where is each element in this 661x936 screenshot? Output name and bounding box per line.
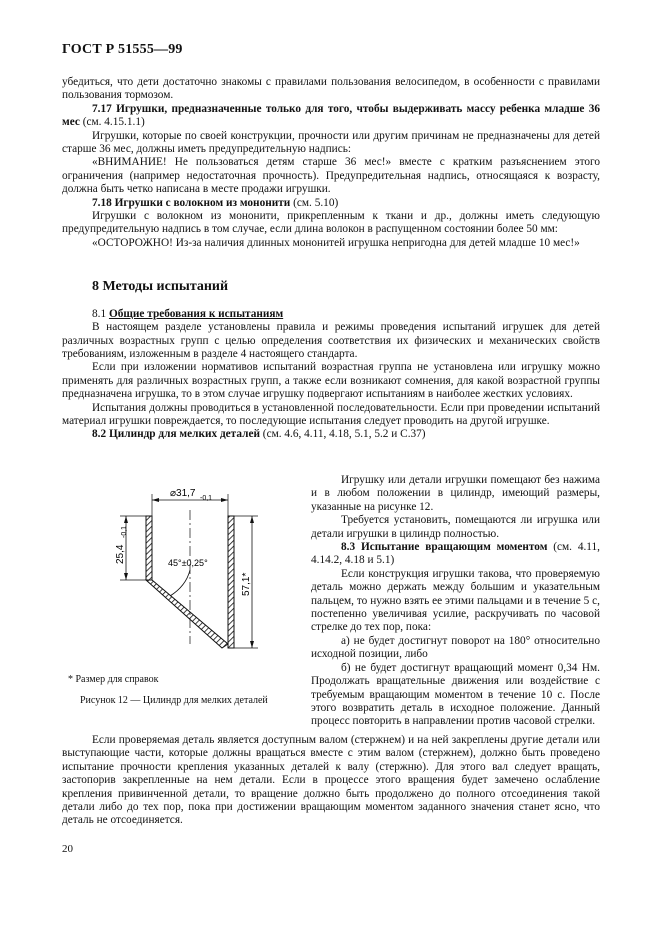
cylinder-slanted-wall [146, 580, 228, 648]
warning-paragraph: «ОСТОРОЖНО! Из-за наличия длинных мононитей игрушка непригодна для детей младше 10 мес!» [92, 236, 580, 249]
angle-arc [170, 570, 190, 596]
paragraph: Требуется установить, помещаются ли игрушка или детали игрушки в цилиндр полностью. [311, 514, 600, 540]
arrow-head [250, 641, 254, 648]
cylinder-left-wall [146, 516, 152, 580]
arrow-head [152, 498, 159, 502]
arrow-head [124, 573, 128, 580]
figure-note: * Размер для справок [68, 674, 159, 685]
section-7-18-heading: 7.18 Игрушки с волокном из мононити [92, 196, 291, 209]
section-8-1-number: 8.1 [92, 307, 107, 320]
dimension-left-tolerance: -0,1 [121, 525, 128, 538]
figure-caption: Рисунок 12 — Цилиндр для мелких деталей [80, 695, 268, 706]
section-8-title: 8 Методы испытаний [92, 279, 229, 295]
list-item-a: а) не будет достигнут поворот на 180° относительно исходной позиции, либо [311, 634, 600, 661]
arrow-head [250, 516, 254, 523]
paragraph: В настоящем разделе установлены правила и режимы проведения испытаний игрушек для детей различных возрастных групп с целью определения соответствия их физических и механических свойств требованиям, изложенным в разделе 4 настоящего стандарта. [62, 321, 600, 360]
paragraph: убедиться, что дети достаточно знакомы с правилами пользования велосипедом, в особенности с правилами пользования тормозом. [62, 76, 600, 102]
dimension-diameter-tolerance: -0,1 [200, 495, 213, 502]
paragraph: Игрушку или детали игрушки помещают без нажима и в любом положении в цилиндр, имеющий размеры, указанные на рисунке 12. [311, 474, 600, 513]
section-8-2-ref: (см. 4.6, 4.11, 4.18, 5.1, 5.2 и С.37) [259, 428, 426, 441]
paragraph: Игрушки, которые по своей конструкции, прочности или другим причинам не предназначены для детей старше 36 мес, должны иметь предупредительную надпись: [62, 129, 600, 156]
dimension-diameter-label: ⌀31,7 [170, 488, 196, 499]
main-text-bottom [62, 734, 600, 828]
dimension-left-label: 25,4 [115, 544, 126, 564]
section-8-1 [62, 308, 600, 321]
paragraph: Игрушки с волокном из мононити, прикрепленным к ткани и др., должны иметь следующую предупредительную надпись в том случае, если длина волокон в распущенном состоянии более 50 мм: [62, 210, 600, 236]
right-column-text [311, 474, 600, 729]
section-7-17-ref: (см. 4.15.1.1) [79, 116, 145, 129]
section-8-3-heading: 8.3 Испытание вращающим моментом [341, 541, 548, 554]
section-8-1-title: Общие требования к испытаниям [108, 307, 284, 320]
section-7-18-ref: (см. 5.10) [290, 196, 339, 209]
section-8-2 [62, 428, 600, 441]
cylinder-right-wall [228, 516, 234, 648]
section-8-3 [311, 541, 600, 568]
section-7-18 [62, 197, 600, 210]
arrow-head [221, 498, 228, 502]
paragraph: Если конструкция игрушки такова, что проверяемую деталь можно держать между большим и указательным пальцем, то нужно взять ее этими пальцами и в течение 5 с, постепенно увеличивая усилие, раскручивать по часовой стрелке до тех пор, пока: [311, 567, 600, 634]
paragraph: Если при изложении нормативов испытаний возрастная группа не установлена или игрушку можно применять для различных возрастных групп, а также если возникают сомнения, для какой возрастной группы предназначена игрушка, то в этом случае игрушку подвергают испытаниям в наиболее жестких условиях. [62, 361, 600, 401]
main-text-top [62, 76, 600, 442]
dimension-right-label: 57,1* [241, 572, 252, 596]
arrow-head [124, 516, 128, 523]
section-7-17 [62, 103, 600, 130]
page-number: 20 [62, 843, 73, 855]
section-7-17-heading: 7.17 Игрушки, предназначенные только для того, чтобы выдерживать массу ребенка младше 36 мес [62, 102, 600, 129]
warning-paragraph: «ВНИМАНИЕ! Не пользоваться детям старше 36 мес!» вместе с кратким разъяснением этого ограничения (например недостаточная прочность). Предупредительная надпись, относящаяся к возрасту, должна быть четко написана в месте продажи игрушки. [62, 156, 600, 196]
list-item-b: б) не будет достигнут вращающий момент 0,34 Нм. Продолжать вращательные движения или воздействие с требуемым вращающим моментом в течение 10 с. После этого возвратить деталь в исходное положение. Данный процесс повторить в направлении против часовой стрелки. [311, 661, 600, 728]
paragraph: Если проверяемая деталь является доступным валом (стержнем) и на ней закреплены другие детали или выступающие части, которые должны вращаться вместе с этим валом (стержнем), должно быть проведено испытание прочности крепления указанных деталей к валу (стержню). Для этого вал следует вращать, застопорив закрепленные на нем детали. Если в процессе этого вращения будет замечено ослабление крепления привинченной детали, то вращение должно быть продолжено до полного отсоединения такой детали либо до тех пор, пока при достижении вращающим моментом заданного значения станет ясно, что деталь не отсоединяется. [62, 734, 600, 827]
dimension-angle-label: 45°±0,25° [168, 558, 208, 568]
paragraph: Испытания должны проводиться в установленной последовательности. Если при проведении испытаний материал игрушки повреждается, то последующие испытания следует проводить на другой игрушке. [62, 401, 600, 427]
section-8-2-heading: 8.2 Цилиндр для мелких деталей [92, 428, 260, 441]
document-header: ГОСТ Р 51555—99 [62, 42, 183, 57]
figure-12-cylinder-drawing [62, 474, 302, 649]
section-8-3-ref: (см. 4.11, 4.14.2, 4.18 и 5.1) [311, 541, 600, 567]
